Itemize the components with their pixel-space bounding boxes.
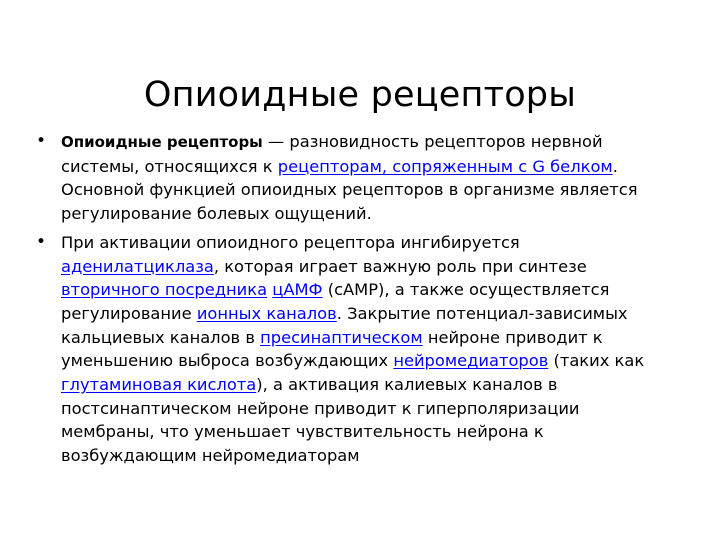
link-glutamic-acid[interactable]: глутаминовая кислота xyxy=(61,375,257,395)
bullet-text: , которая играет важную роль при синтезе xyxy=(213,256,587,276)
bullet-text: . Закрытие потенциал-зависимых кальциевых каналов в xyxy=(61,303,628,347)
bullet-text: При активации опиоидного рецептора ингибируется xyxy=(61,232,520,252)
bullet-text: . Основной функцией опиоидных рецепторов в организме является регулирование болевых ощущений. xyxy=(61,156,638,224)
link-camp[interactable]: цАМФ xyxy=(272,280,323,300)
bullet-text: нейроне приводит к уменьшению выброса возбуждающих xyxy=(61,327,603,371)
link-presynaptic[interactable]: пресинаптическом xyxy=(260,327,423,347)
bullet-item-definition xyxy=(36,130,676,226)
bullet-list xyxy=(36,130,676,473)
link-neurotransmitters[interactable]: нейромедиаторов xyxy=(393,351,549,371)
link-adenylate-cyclase[interactable]: аденилатциклаза xyxy=(61,256,214,276)
link-second-messenger[interactable]: вторичного посредника xyxy=(61,280,268,300)
bullet-item-activation xyxy=(36,231,676,468)
bullet-text: ), а активация калиевых каналов в постсинаптическом нейроне приводит к гиперполяризации мембраны, что уменьшает чувствительность нейрона к возбуждающим нейромедиаторам xyxy=(61,375,580,466)
link-ion-channels[interactable]: ионных каналов xyxy=(196,303,337,323)
bullet-text: — разновидность рецепторов нервной системы, относящихся к xyxy=(61,132,603,176)
bullet-text: (cAMP), а также осуществляется регулирование xyxy=(61,280,610,323)
bullet-text: (таких как xyxy=(548,351,645,371)
bullet-dot: • xyxy=(36,131,47,151)
slide-title: Опиоидные рецепторы xyxy=(143,75,577,116)
bullet-dot: • xyxy=(36,231,47,252)
link-g-protein-coupled-receptors[interactable]: рецепторам, сопряженным с G белком xyxy=(277,156,613,176)
term-opioid-receptors: Опиоидные рецепторы xyxy=(61,133,263,151)
